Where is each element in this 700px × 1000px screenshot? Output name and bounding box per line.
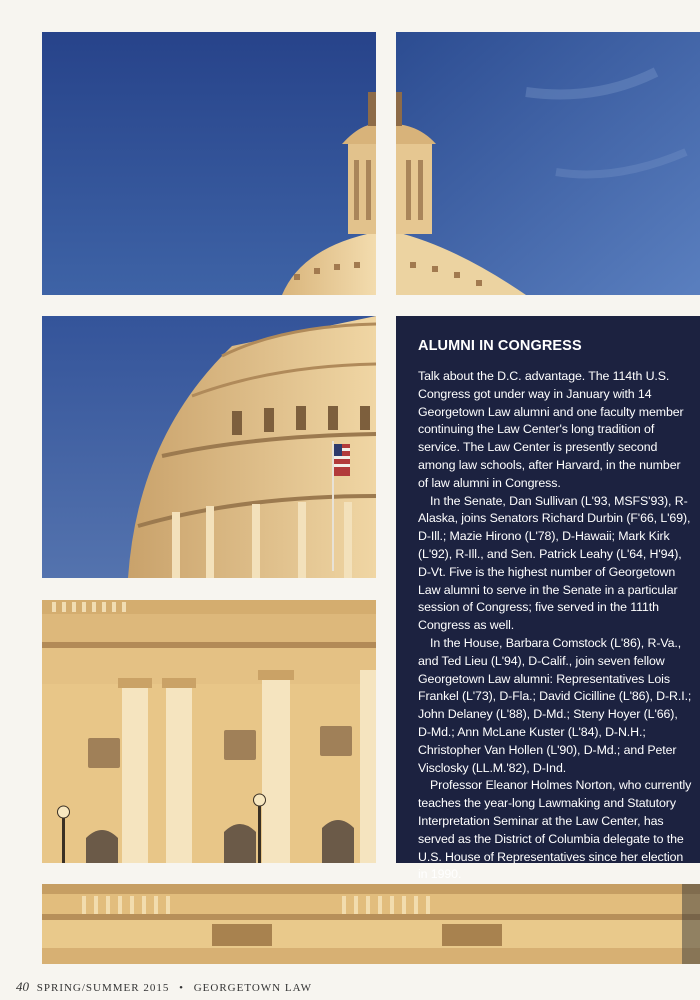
sidebar-heading: ALUMNI IN CONGRESS xyxy=(418,338,582,354)
photo-capitol-balustrade xyxy=(42,884,700,964)
footer-separator: • xyxy=(179,982,184,994)
page-number: 40 xyxy=(16,979,29,994)
sidebar-paragraph-norton: Professor Eleanor Holmes Norton, who currently teaches the year-long Lawmaking and Statutory Interpretation Seminar at the Law Center, has served as the District of Columbia delegate to the U.S. House of Representatives since her election in 1990. xyxy=(418,778,692,882)
page-footer xyxy=(16,979,312,995)
sidebar-paragraph-intro: Talk about the D.C. advantage. The 114th U.S. Congress got under way in January with 14 Georgetown Law alumni and one faculty member continuing the Law Center's long tradition of service. The Law Center is presently second among law schools, after Harvard, in the number of law alumni in Congress. xyxy=(418,369,684,490)
photo-capitol-colonnade xyxy=(42,600,376,863)
issue-label: SPRING/SUMMER 2015 xyxy=(36,982,170,994)
photo-capitol-dome-top-right xyxy=(396,32,700,295)
sidebar-paragraph-senate: In the Senate, Dan Sullivan (L'93, MSFS'93), R-Alaska, joins Senators Richard Durbin (F'66, L'69), D-Ill.; Mazie Hirono (L'78), D-Hawaii; Mark Kirk (L'92), R-Ill., and Sen. Patrick Leahy (L'64, H'94), D-Vt. Five is the highest number of Georgetown Law alumni to serve in the Senate in a particular session of Congress; five served in the 111th Congress as well. xyxy=(418,493,691,633)
photo-capitol-dome-drum xyxy=(42,316,376,578)
photo-capitol-dome-top-left xyxy=(42,32,376,295)
sidebar-paragraph-house: In the House, Barbara Comstock (L'86), R-Va., and Ted Lieu (L'94), D-Calif., join seven fellow Georgetown Law alumni: Representatives Lois Frankel (L'73), D-Fla.; David Cicilline (L'86), D-R.I.; John Delaney (L'88), D-Md.; Steny Hoyer (L'66), D-Md.; Ann McLane Kuster (L'84), D-N.H.; Christopher Van Hollen (L'90), D-Md.; and Peter Visclosky (LL.M.'82), D-Ind. xyxy=(418,635,692,775)
publication-name: GEORGETOWN LAW xyxy=(193,982,313,994)
alumni-in-congress-sidebar xyxy=(396,316,700,882)
